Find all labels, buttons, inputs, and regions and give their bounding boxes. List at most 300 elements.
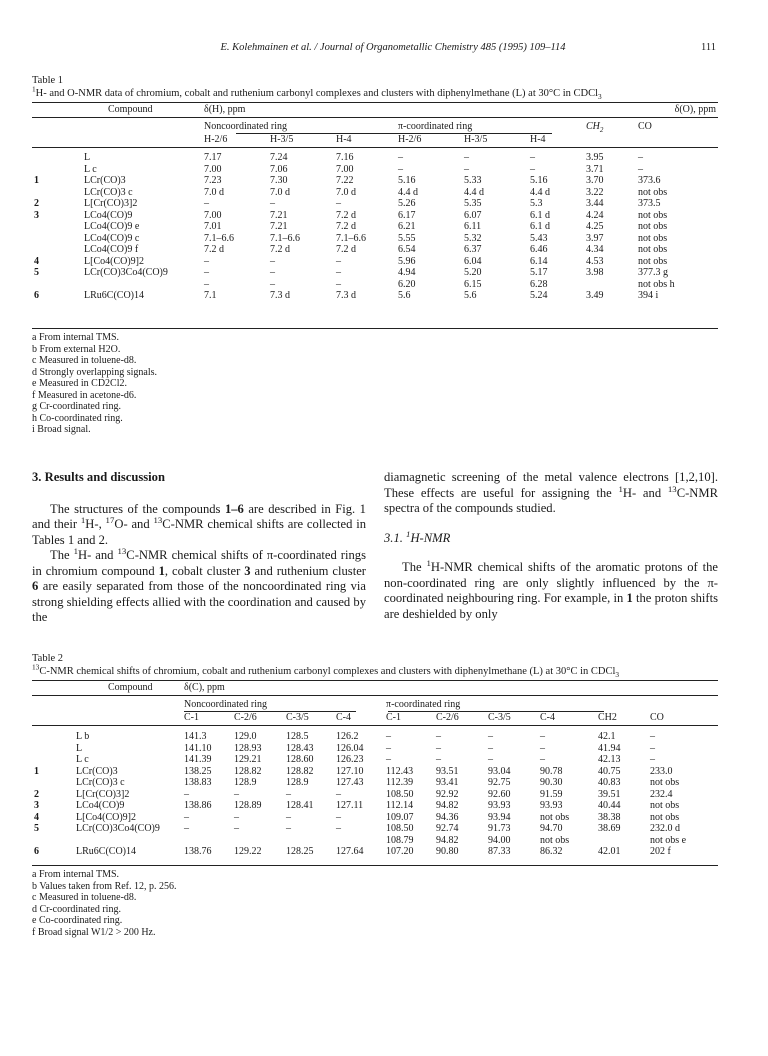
table1-cell: 3.97 <box>586 232 604 244</box>
table1-cell: 4.24 <box>586 209 604 221</box>
table1-cell: 7.16 <box>336 152 354 163</box>
table2-cell: 42.1 <box>598 731 616 742</box>
table2-cell: 93.93 <box>488 800 511 811</box>
table2-cell <box>334 835 384 847</box>
footnote: a From internal TMS. <box>32 332 120 343</box>
table1-cell: not obs h <box>638 278 675 290</box>
table1-cell: 5.35 <box>464 198 482 209</box>
table1-cell: 7.1 <box>204 290 217 301</box>
table1-cell: – <box>204 255 209 267</box>
table1-cell <box>584 279 636 291</box>
table1-cell: 5.3 <box>530 198 543 209</box>
t2-sub-8: CH2 <box>598 712 617 723</box>
table2-cell: 109.07 <box>386 811 414 823</box>
table1-pi-coord-header: π-coordinated ring <box>398 121 473 132</box>
table2-cell: – <box>488 754 493 765</box>
table1-cell: 5.17 <box>530 267 548 278</box>
table1-cell: not obs <box>638 221 668 232</box>
table2-cell <box>32 835 72 847</box>
table2-cell: L c <box>76 754 89 765</box>
page-number: 111 <box>701 42 716 53</box>
table1-cell: 6.21 <box>398 221 416 232</box>
table2-cell: 128.9 <box>234 777 257 788</box>
table2-cell: – <box>650 742 655 754</box>
table1-shift-o-header: δ(O), ppm <box>674 104 716 115</box>
table1-footnotes <box>32 332 432 436</box>
table1-cell: 6.1 d <box>530 209 550 221</box>
table1-cell: 7.2 d <box>336 221 356 232</box>
table2-body-rule <box>32 725 718 726</box>
table1-cell: 4.34 <box>586 244 604 255</box>
table1-ch2-text: CH <box>586 121 600 132</box>
table2-cell: 128.82 <box>286 765 314 777</box>
table2-cell: – <box>436 754 441 765</box>
table1-cell: – <box>204 198 209 209</box>
table2-cell <box>596 835 648 847</box>
table1-body-rule <box>32 147 718 148</box>
footnote: f Broad signal W1/2 > 200 Hz. <box>32 926 156 938</box>
table1-cell: – <box>270 255 275 267</box>
table2-cell: – <box>336 823 341 834</box>
table2-cell: 128.60 <box>286 754 314 765</box>
table1-cell: not obs <box>638 255 668 267</box>
table1-cell: 2 <box>34 198 39 209</box>
section-title: 3. Results and discussion <box>32 470 165 484</box>
table1-cell: 5.20 <box>464 267 482 278</box>
table1-cell: 3.98 <box>586 267 604 278</box>
table-row <box>32 743 718 755</box>
table2-cell: 41.94 <box>598 742 621 754</box>
table2-cell: not obs <box>650 800 680 811</box>
table2-cell: 1 <box>34 765 39 777</box>
table-row <box>32 823 718 835</box>
footnote: d Strongly overlapping signals. <box>32 366 157 378</box>
journal-citation: E. Kolehmainen et al. / Journal of Organometallic Chemistry 485 (1995) 109–114 <box>220 42 566 53</box>
table1-cell: – <box>464 163 469 175</box>
table1-cell: LCr(CO)3 <box>84 175 126 186</box>
table2-cell: – <box>386 754 391 765</box>
t2-sub-1: C-2/6 <box>234 712 257 723</box>
table-row <box>32 800 718 812</box>
table1-cell: 4.53 <box>586 255 604 267</box>
table2-cell: 94.36 <box>436 811 459 823</box>
table2-cell: 128.43 <box>286 742 314 754</box>
table2-header <box>32 682 718 694</box>
table2-cell: 129.0 <box>234 731 257 742</box>
table2-cell: 128.25 <box>286 846 314 857</box>
table1-cell <box>32 164 80 176</box>
table1-cell: 7.22 <box>336 175 354 186</box>
table2-cell: 94.82 <box>436 834 459 846</box>
table-row <box>32 164 718 176</box>
table1-cell: 5 <box>34 267 39 278</box>
table1-cell: 5.33 <box>464 175 482 186</box>
table1-cell: – <box>336 198 341 209</box>
table2-cell: – <box>234 788 239 800</box>
table2-cell: 94.00 <box>488 834 511 846</box>
table1-header <box>32 104 718 116</box>
table1-cell: 5.96 <box>398 255 416 267</box>
table2-cell: 3 <box>34 800 39 811</box>
footnote: c Measured in toluene-d8. <box>32 892 137 903</box>
table1-cell <box>80 279 202 291</box>
table2-cell <box>72 835 182 847</box>
table2-cell: 5 <box>34 823 39 834</box>
table2-top-rule <box>32 680 718 681</box>
table1-cell: LCr(CO)3Co4(CO)9 <box>84 267 168 278</box>
table2-cell: LRu6C(CO)14 <box>76 846 136 857</box>
table1-cell: not obs <box>638 244 668 255</box>
table2-cell: – <box>436 742 441 754</box>
table1-shift-h-text: δ(H), ppm <box>204 104 246 115</box>
table1-cell: 4.4 d <box>530 186 550 198</box>
table2-cell: 128.89 <box>234 800 262 811</box>
table2-cell: – <box>386 731 391 742</box>
table2-cell: L[Cr(CO)3]2 <box>76 788 130 800</box>
table2-cell: – <box>336 811 341 823</box>
right-paragraph-2: The $^1$H-NMR chemical shifts of the aromatic protons of the non-coordinated ring are only slightly influenced by the π-coordinated neighbouring ring. For example, in 1 the proton shifts are deshielded by only <box>384 557 718 621</box>
table2-cell: 233.0 <box>650 765 673 777</box>
table1-cell: 7.2 d <box>204 244 224 255</box>
footnote: d Cr-coordinated ring. <box>32 903 121 915</box>
table-row <box>32 835 718 847</box>
table-row <box>32 198 718 210</box>
table2-cell: 93.41 <box>436 777 459 788</box>
table2-cell: 126.2 <box>336 731 359 742</box>
table1-cell: – <box>336 255 341 267</box>
t2-sub-9: CO <box>650 712 664 723</box>
table-row <box>32 846 718 858</box>
table-row <box>32 152 718 164</box>
table2-cell: 93.93 <box>540 800 563 811</box>
table1-caption: $^1$H- and O-NMR data of chromium, cobalt and ruthenium carbonyl complexes and clusters with diphenylmethane (L) at 30°C in CDCl$_3$ <box>32 84 602 102</box>
table2-cell: 232.4 <box>650 788 673 800</box>
table1-cell: 6.07 <box>464 209 482 221</box>
table2-cell: 108.50 <box>386 788 414 800</box>
table1-cell: 4.4 d <box>464 186 484 198</box>
table2-cell: 128.93 <box>234 742 262 754</box>
table1-shift-h-header <box>202 104 584 116</box>
table1-top-rule <box>32 102 718 103</box>
right-column <box>384 470 718 622</box>
table1-cell: 7.24 <box>270 152 288 163</box>
table2-cell: – <box>286 823 291 834</box>
table1-cell: 7.06 <box>270 163 288 175</box>
table1-cell: 394 i <box>638 290 659 301</box>
table1-subheader <box>32 121 718 133</box>
table2-cell: – <box>488 731 493 742</box>
table1-cell: 6.1 d <box>530 221 550 232</box>
table1-cell: 7.0 d <box>336 186 356 198</box>
table1-body <box>32 152 718 302</box>
table1-cell: 6.17 <box>398 209 416 221</box>
table2-cell: 94.82 <box>436 800 459 811</box>
table1-cell: LCr(CO)3 c <box>84 186 133 198</box>
table2-cell: 127.43 <box>336 777 364 788</box>
table2-cell: 91.59 <box>540 788 563 800</box>
table1-cell: 6.15 <box>464 278 482 290</box>
footnote: b From external H2O. <box>32 343 121 355</box>
table1-cell <box>32 233 80 245</box>
table-row <box>32 290 718 302</box>
table1-cell: 5.26 <box>398 198 416 209</box>
table2-cell: 126.23 <box>336 754 364 765</box>
table2-cell: not obs <box>540 811 570 823</box>
table2-cell: 138.86 <box>184 800 212 811</box>
t1-sub-4: H-3/5 <box>464 134 488 145</box>
table1-cell: 4.94 <box>398 267 416 278</box>
table1-cell: – <box>638 152 643 163</box>
table1-cell: 5.16 <box>398 175 416 186</box>
table2-cell: – <box>184 811 189 823</box>
table1-cell: 7.2 d <box>336 244 356 255</box>
table2-cell: 127.11 <box>336 800 364 811</box>
table2-cell: 129.21 <box>234 754 262 765</box>
table2-cell: 127.10 <box>336 765 364 777</box>
table2-cell: – <box>286 788 291 800</box>
table2-cell: – <box>540 754 545 765</box>
table1-cell: 7.1–6.6 <box>204 232 234 244</box>
table1-cell: L[Cr(CO)3]2 <box>84 198 138 209</box>
table1-cell: 6.54 <box>398 244 416 255</box>
table1-co-header: CO <box>638 121 652 132</box>
left-paragraph-2: The $^1$H- and $^{13}$C-NMR chemical shifts of π-coordinated rings in chromium compound 1, cobalt cluster 3 and ruthenium cluster 6 are easily separated from those of the noncoordinated ring via strong shielding effects allied with the coordination and caused by the <box>32 545 366 624</box>
table1-cell <box>32 244 80 256</box>
table2-cell <box>284 835 334 847</box>
table1-cell: 4.4 d <box>398 186 418 198</box>
subsection-title: 3.1. $^1$H-NMR <box>384 528 451 545</box>
table2-cell: 112.39 <box>386 777 414 788</box>
table2-cell: 93.04 <box>488 765 511 777</box>
table1-cell: 5.43 <box>530 232 548 244</box>
table2-compound-header: Compound <box>108 682 153 693</box>
table1-cell: 373.6 <box>638 175 661 186</box>
table2-cell: 87.33 <box>488 846 511 857</box>
table2-bottom-rule <box>32 865 718 866</box>
table2-cell <box>32 777 72 789</box>
table1-cell: L c <box>84 163 97 175</box>
table1-label: Table 1 <box>32 75 64 86</box>
table-row <box>32 221 718 233</box>
table2-cell: 92.74 <box>436 823 459 834</box>
table-row <box>32 812 718 824</box>
table1-cell: 5.55 <box>398 232 416 244</box>
table2-cell: 112.14 <box>386 800 414 811</box>
table2-cell: – <box>286 811 291 823</box>
table2-caption: $^{13}$C-NMR chemical shifts of chromium, cobalt and ruthenium carbonyl complexes and clusters with diphenylmethane (L) at 30°C in CDCl$_3$ <box>32 662 620 680</box>
table1-cell: 7.1–6.6 <box>336 232 366 244</box>
footnote: i Broad signal. <box>32 424 91 435</box>
table2-body <box>32 731 718 858</box>
table2-cell: 42.01 <box>598 846 621 857</box>
table2-cell: not obs <box>650 811 680 823</box>
t2-sub-5: C-2/6 <box>436 712 459 723</box>
table2-cell: L b <box>76 731 90 742</box>
table2-subheader <box>32 699 718 711</box>
table1-cell: 3 <box>34 209 39 221</box>
table-row <box>32 766 718 778</box>
table1-cell: 4.25 <box>586 221 604 232</box>
table2-caption-text: C-NMR chemical shifts of chromium, cobalt and ruthenium carbonyl complexes and clusters with diphenylmethane (L) at 30°C in CDCl <box>39 666 616 677</box>
table-row <box>32 187 718 199</box>
table1-cell: – <box>336 267 341 278</box>
t1-sub-5: H-4 <box>530 134 546 145</box>
table1-caption-text: H- and O-NMR data of chromium, cobalt and ruthenium carbonyl complexes and clusters with diphenylmethane (L) at 30°C in CDCl <box>35 88 598 99</box>
table1-cell: 7.3 d <box>270 290 290 301</box>
table1-cell: 7.0 d <box>270 186 290 198</box>
table2-noncoord-header: Noncoordinated ring <box>184 699 268 710</box>
table1-cell <box>32 187 80 199</box>
table1-cell: 7.00 <box>204 163 222 175</box>
t2-sub-4: C-1 <box>386 712 401 723</box>
table2-cell: not obs <box>540 834 570 846</box>
table1-cell: 7.01 <box>204 221 222 232</box>
table2-cell: 93.94 <box>488 811 511 823</box>
table1-cell: 6 <box>34 290 39 301</box>
table-row <box>32 210 718 222</box>
table-row <box>32 777 718 789</box>
table2-cell: LCr(CO)3 c <box>76 777 125 788</box>
table1-cell: 7.2 d <box>270 244 290 255</box>
table2-cell: 107.20 <box>386 846 414 857</box>
table1-cell: 5.24 <box>530 290 548 301</box>
table1-cell: 7.23 <box>204 175 222 186</box>
table2-cell: 40.44 <box>598 800 621 811</box>
table2-cell: 2 <box>34 788 39 800</box>
table1-cell: 7.3 d <box>336 290 356 301</box>
table-row <box>32 244 718 256</box>
table1-cell: 5.16 <box>530 175 548 186</box>
table2-cell: 94.70 <box>540 823 563 834</box>
table2-cell: 91.73 <box>488 823 511 834</box>
table1-cell: 5.32 <box>464 232 482 244</box>
table2-cell: 40.83 <box>598 777 621 788</box>
table2-cell: LCo4(CO)9 <box>76 800 125 811</box>
table2-cell: 141.39 <box>184 754 212 765</box>
table2-header-rule <box>32 695 718 696</box>
table1-cell: 7.30 <box>270 175 288 186</box>
table2-cell: 90.30 <box>540 777 563 788</box>
table-row <box>32 267 718 279</box>
footnote: h Co-coordinated ring. <box>32 412 123 424</box>
table1-header-rule <box>32 117 718 118</box>
table2-cell: – <box>540 742 545 754</box>
table2-cell: 90.78 <box>540 765 563 777</box>
table1-cell: 3.49 <box>586 290 604 301</box>
table1-cell: 7.00 <box>204 209 222 221</box>
table2-cell <box>232 835 284 847</box>
table2-cell: – <box>234 823 239 834</box>
table1-cell: 7.0 d <box>204 186 224 198</box>
table1-cell: L[Co4(CO)9]2 <box>84 255 144 267</box>
t2-sub-3: C-4 <box>336 712 351 723</box>
table2-cell: – <box>436 731 441 742</box>
table1-bottom-rule <box>32 328 718 329</box>
table1-cell: 6.04 <box>464 255 482 267</box>
table2-cell: 40.75 <box>598 765 621 777</box>
table1-cell: 3.95 <box>586 152 604 163</box>
table2-cell: 128.5 <box>286 731 309 742</box>
table2-cell: 92.75 <box>488 777 511 788</box>
table1-cell: – <box>530 163 535 175</box>
table2-cell: 6 <box>34 846 39 857</box>
right-paragraph-1: diamagnetic screening of the metal valence electrons [1,2,10]. These effects are useful for assigning the $^1$H- and $^{13}$C-NMR spectra of the compounds studied. <box>384 470 718 515</box>
table2-footnotes <box>32 869 432 938</box>
table2-cell: – <box>336 788 341 800</box>
table2-cell: LCr(CO)3Co4(CO)9 <box>76 823 160 834</box>
footnote: b Values taken from Ref. 12, p. 256. <box>32 880 177 892</box>
table2-cell: 128.82 <box>234 765 262 777</box>
table1-cell: 7.21 <box>270 221 288 232</box>
table1-cell: LCo4(CO)9 <box>84 209 133 221</box>
table1-cell: 6.37 <box>464 244 482 255</box>
left-paragraph-1: The structures of the compounds 1–6 are described in Fig. 1 and their $^1$H-, $^{17}$O- and $^{13}$C-NMR chemical shifts are collected in Tables 1 and 2. <box>32 501 366 547</box>
table2-cell: 39.51 <box>598 788 621 800</box>
table2-cell: 42.13 <box>598 754 621 765</box>
table1-cell: 7.00 <box>336 163 354 175</box>
table-row <box>32 754 718 766</box>
table-row <box>32 175 718 187</box>
table2-cell: not obs e <box>650 834 687 846</box>
table1-cell: 6.11 <box>464 221 482 232</box>
table1-cell: 3.44 <box>586 198 604 209</box>
table2-pi-coord-header: π-coordinated ring <box>386 699 461 710</box>
table1-cell: 6.20 <box>398 278 416 290</box>
footnote: g Cr-coordinated ring. <box>32 401 121 412</box>
table1-cell: 5.6 <box>464 290 477 301</box>
table2-cell: L[Co4(CO)9]2 <box>76 811 136 823</box>
table1-cell: not obs <box>638 186 668 198</box>
t1-sub-0: H-2/6 <box>204 134 228 145</box>
table2-cell: 86.32 <box>540 846 563 857</box>
table1-cell: 7.1–6.6 <box>270 232 300 244</box>
table1-cell: – <box>464 152 469 163</box>
t1-sub-3: H-2/6 <box>398 134 422 145</box>
table2-cell: 141.10 <box>184 742 212 754</box>
table2-cell: not obs <box>650 777 680 788</box>
t1-sub-2: H-4 <box>336 134 352 145</box>
table1-cell: LCo4(CO)9 e <box>84 221 140 232</box>
footnote: c Measured in toluene-d8. <box>32 355 137 366</box>
table1-cell: – <box>398 163 403 175</box>
table2-cell: – <box>184 788 189 800</box>
table2-cell: – <box>386 742 391 754</box>
table2-cell <box>32 743 72 755</box>
table1-cell: – <box>270 198 275 209</box>
table1-cell: 1 <box>34 175 39 186</box>
t2-sub-6: C-3/5 <box>488 712 511 723</box>
table1-cell: – <box>638 163 643 175</box>
table1-cell: 7.2 d <box>336 209 356 221</box>
t2-sub-7: C-4 <box>540 712 555 723</box>
table2-cell <box>182 835 232 847</box>
footnote: a From internal TMS. <box>32 869 120 880</box>
table1-cell: 3.70 <box>586 175 604 186</box>
table1-cell: 7.17 <box>204 152 222 163</box>
table2-cell: 112.43 <box>386 765 414 777</box>
table2-cell: – <box>650 754 655 765</box>
table2-column-headers <box>32 712 718 724</box>
table2-cell: 38.69 <box>598 823 621 834</box>
table2-cell: 202 f <box>650 846 671 857</box>
table2-cell: 108.79 <box>386 834 414 846</box>
table1-cell <box>32 279 80 291</box>
table2-cell <box>32 754 72 766</box>
table2-cell: 90.80 <box>436 846 459 857</box>
left-column <box>32 470 366 626</box>
t2-sub-0: C-1 <box>184 712 199 723</box>
footnote: f Measured in acetone-d6. <box>32 389 137 401</box>
